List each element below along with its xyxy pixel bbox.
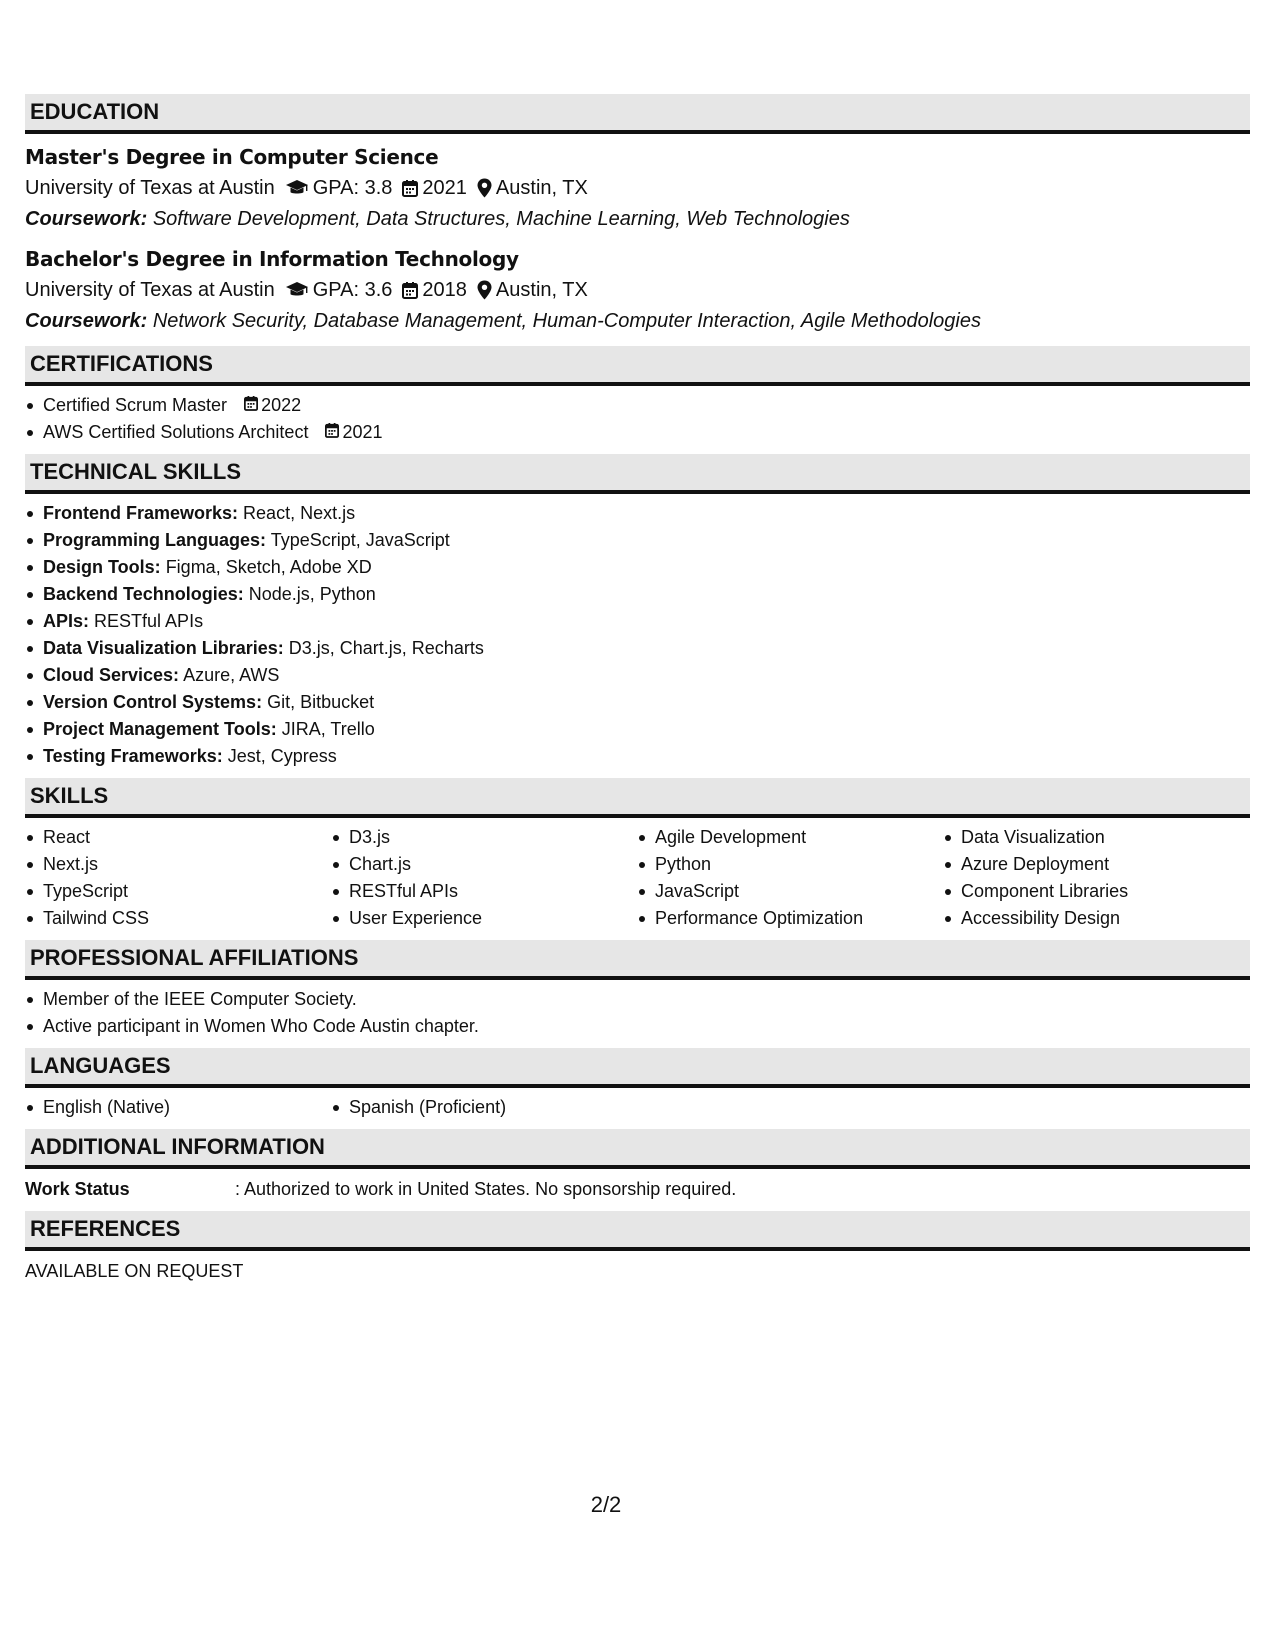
work-status-label: Work Status <box>25 1179 130 1199</box>
section-title: LANGUAGES <box>30 1053 171 1078</box>
education-details <box>25 172 1250 204</box>
technical-skill-item <box>25 743 1250 770</box>
technical-skill-item <box>25 635 1250 662</box>
resume-page <box>25 94 1250 1285</box>
section-title: ADDITIONAL INFORMATION <box>30 1134 325 1159</box>
work-status-value: : Authorized to work in United States. No sponsorship required. <box>235 1179 737 1199</box>
technical-skill-item <box>25 500 1250 527</box>
technical-skill-item <box>25 662 1250 689</box>
graduation-cap-icon <box>285 179 309 197</box>
school-name: University of Texas at Austin <box>25 279 275 301</box>
coursework-label: Coursework: <box>25 208 148 230</box>
technical-skills-list <box>25 500 1250 770</box>
language-item: Spanish (Proficient) <box>331 1094 637 1121</box>
school-name: University of Texas at Austin <box>25 177 275 199</box>
skill-values: Azure, AWS <box>183 665 280 685</box>
skill-category: Testing Frameworks: <box>43 746 223 766</box>
section-title: PROFESSIONAL AFFILIATIONS <box>30 945 359 970</box>
section-header-affiliations <box>25 940 1250 980</box>
skill-item: Agile Development <box>637 824 943 851</box>
affiliation-item: Active participant in Women Who Code Austin chapter. <box>25 1013 1250 1040</box>
work-status-row <box>25 1175 1250 1203</box>
skill-item: Component Libraries <box>943 878 1249 905</box>
skill-item: Tailwind CSS <box>25 905 331 932</box>
references-text: AVAILABLE ON REQUEST <box>25 1261 244 1281</box>
skill-category: Cloud Services: <box>43 665 180 685</box>
certification-name: Certified Scrum Master <box>43 395 228 415</box>
skill-category: Data Visualization Libraries: <box>43 638 284 658</box>
skills-grid <box>25 824 1250 932</box>
calendar-icon <box>402 179 418 197</box>
section-title: TECHNICAL SKILLS <box>30 459 242 484</box>
languages-column <box>331 1094 637 1121</box>
gpa: GPA: 3.6 <box>312 279 393 301</box>
skill-category: Programming Languages: <box>43 530 267 550</box>
skill-values: Git, Bitbucket <box>267 692 375 712</box>
skill-category: Version Control Systems: <box>43 692 263 712</box>
skill-item: Python <box>637 851 943 878</box>
section-title: EDUCATION <box>30 99 160 124</box>
calendar-icon <box>244 392 261 419</box>
skills-column <box>943 824 1249 932</box>
calendar-icon <box>402 281 418 299</box>
graduation-year: 2021 <box>422 177 467 199</box>
skill-category: APIs: <box>43 611 90 631</box>
section-header-languages <box>25 1048 1250 1088</box>
skill-item: TypeScript <box>25 878 331 905</box>
coursework-label: Coursework: <box>25 310 148 332</box>
skill-item: React <box>25 824 331 851</box>
section-header-skills <box>25 778 1250 818</box>
education-entry <box>25 142 1250 234</box>
skill-item: Performance Optimization <box>637 905 943 932</box>
skill-item: Next.js <box>25 851 331 878</box>
languages-grid <box>25 1094 1250 1121</box>
technical-skill-item <box>25 608 1250 635</box>
section-header-additional-information <box>25 1129 1250 1169</box>
skill-item: RESTful APIs <box>331 878 637 905</box>
skill-values: Node.js, Python <box>248 584 376 604</box>
skill-item: Accessibility Design <box>943 905 1249 932</box>
certifications-list <box>25 392 1250 446</box>
section-header-references <box>25 1211 1250 1251</box>
graduation-cap-icon <box>285 281 309 299</box>
education-entry <box>25 244 1250 336</box>
skill-values: JIRA, Trello <box>281 719 375 739</box>
technical-skill-item <box>25 581 1250 608</box>
language-item: English (Native) <box>25 1094 331 1121</box>
section-header-certifications <box>25 346 1250 386</box>
calendar-icon <box>325 419 342 446</box>
technical-skill-item <box>25 689 1250 716</box>
certification-year: 2021 <box>342 422 383 442</box>
location: Austin, TX <box>495 177 588 199</box>
skill-values: RESTful APIs <box>94 611 204 631</box>
certification-year: 2022 <box>261 395 302 415</box>
section-header-technical-skills <box>25 454 1250 494</box>
affiliations-list <box>25 986 1250 1040</box>
certification-date <box>325 419 382 446</box>
skill-item: Data Visualization <box>943 824 1249 851</box>
gpa: GPA: 3.8 <box>312 177 393 199</box>
skill-item: D3.js <box>331 824 637 851</box>
skill-values: Jest, Cypress <box>227 746 337 766</box>
skill-values: React, Next.js <box>243 503 356 523</box>
location-pin-icon <box>477 178 492 198</box>
skill-values: D3.js, Chart.js, Recharts <box>288 638 484 658</box>
graduation-year: 2018 <box>422 279 467 301</box>
technical-skill-item <box>25 716 1250 743</box>
degree-title: Bachelor's Degree in Information Technology <box>25 247 519 271</box>
certification-item <box>25 392 1250 419</box>
section-title: REFERENCES <box>30 1216 181 1241</box>
section-header-education <box>25 94 1250 134</box>
skill-category: Project Management Tools: <box>43 719 277 739</box>
education-details <box>25 274 1250 306</box>
skills-column <box>637 824 943 932</box>
skill-item: Chart.js <box>331 851 637 878</box>
certification-date <box>244 392 301 419</box>
technical-skill-item <box>25 527 1250 554</box>
skill-category: Frontend Frameworks: <box>43 503 239 523</box>
coursework-list: Software Development, Data Structures, Machine Learning, Web Technologies <box>152 208 850 230</box>
skill-values: Figma, Sketch, Adobe XD <box>165 557 372 577</box>
coursework-list: Network Security, Database Management, Human-Computer Interaction, Agile Methodologies <box>152 310 981 332</box>
technical-skill-item <box>25 554 1250 581</box>
certification-item <box>25 419 1250 446</box>
coursework <box>25 306 1250 336</box>
section-title: SKILLS <box>30 783 109 808</box>
skills-column <box>331 824 637 932</box>
skill-item: User Experience <box>331 905 637 932</box>
degree-title: Master's Degree in Computer Science <box>25 145 439 169</box>
location: Austin, TX <box>495 279 588 301</box>
coursework <box>25 204 1250 234</box>
languages-column <box>25 1094 331 1121</box>
affiliation-item: Member of the IEEE Computer Society. <box>25 986 1250 1013</box>
skill-values: TypeScript, JavaScript <box>270 530 450 550</box>
skill-category: Backend Technologies: <box>43 584 244 604</box>
skills-column <box>25 824 331 932</box>
skill-item: Azure Deployment <box>943 851 1249 878</box>
skill-category: Design Tools: <box>43 557 161 577</box>
certification-name: AWS Certified Solutions Architect <box>43 422 309 442</box>
section-title: CERTIFICATIONS <box>30 351 213 376</box>
location-pin-icon <box>477 280 492 300</box>
page-number: 2/2 <box>590 1492 622 1517</box>
skill-item: JavaScript <box>637 878 943 905</box>
